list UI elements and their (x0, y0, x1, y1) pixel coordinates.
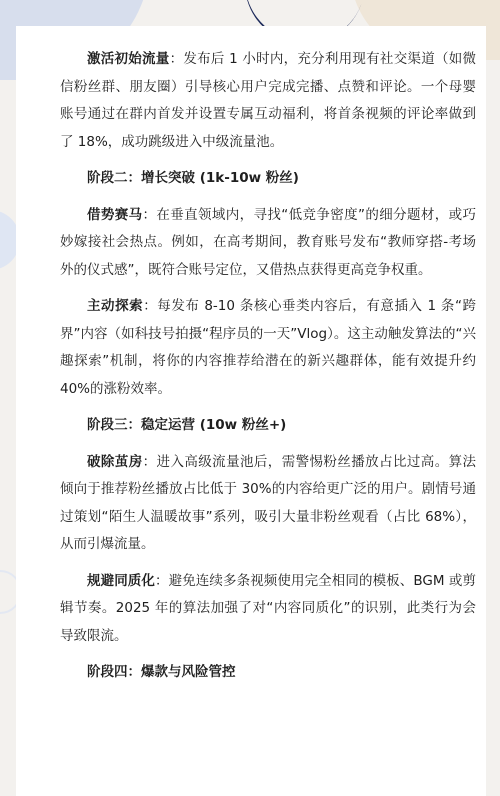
paragraph-activate-traffic (60, 46, 476, 156)
paragraph-text: ：每发布 8-10 条核心垂类内容后，有意插入 1 条“跨界”内容（如科技号拍摄“程序员的一天”Vlog）。这主动触发算法的“兴趣探索”机制，将你的内容推荐给潜在的新兴趣群体，能有效提升约 40%的涨粉效率。 (60, 298, 477, 397)
paragraph-text: ：发布后 1 小时内，充分利用现有社交渠道（如微信粉丝群、朋友圈）引导核心用户完成完播、点赞和评论。一个母婴账号通过在群内首发并设置专属互动福利，将首条视频的评论率做到了 18%，成功跳级进入中级流量池。 (60, 51, 477, 150)
paragraph-term: 规避同质化 (87, 572, 155, 589)
paragraph-break-cocoon (60, 449, 476, 559)
paragraph-text: ：在垂直领域内，寻找“低竞争密度”的细分题材，或巧妙嫁接社会热点。例如，在高考期间，教育账号发布“教师穿搭-考场外的仪式感”，既符合账号定位，又借热点获得更高竞争权重。 (60, 206, 476, 278)
paragraph-avoid-homogeneity (60, 568, 476, 651)
paragraph-text: ：避免连续多条视频使用完全相同的模板、BGM 或剪辑节奏。2025 年的算法加强了对“内容同质化”的识别，此类行为会导致限流。 (60, 572, 476, 644)
section-heading-stage-four: 阶段四：爆款与风险管控 (87, 664, 236, 680)
paragraph-leverage-race (60, 202, 476, 285)
paragraph-term: 破除茧房 (87, 453, 143, 470)
document-content (60, 46, 476, 696)
paragraph-term: 激活初始流量 (87, 51, 170, 67)
document-page (16, 26, 486, 796)
paragraph-text: ：进入高级流量池后，需警惕粉丝播放占比过高。算法倾向于推荐粉丝播放占比低于 30%的内容给更广泛的用户。剧情号通过策划“陌生人温暖故事”系列，吸引大量非粉丝观看（占比 68%），从而引爆流量。 (60, 453, 477, 552)
paragraph-term: 主动探索 (87, 298, 144, 314)
section-heading-stage-two: 阶段二：增长突破 (1k-10w 粉丝) (87, 170, 299, 186)
paragraph-term: 借势赛马 (87, 206, 143, 223)
paragraph-active-explore (60, 293, 476, 403)
section-heading-stage-three: 阶段三：稳定运营 (10w 粉丝+) (87, 417, 287, 433)
